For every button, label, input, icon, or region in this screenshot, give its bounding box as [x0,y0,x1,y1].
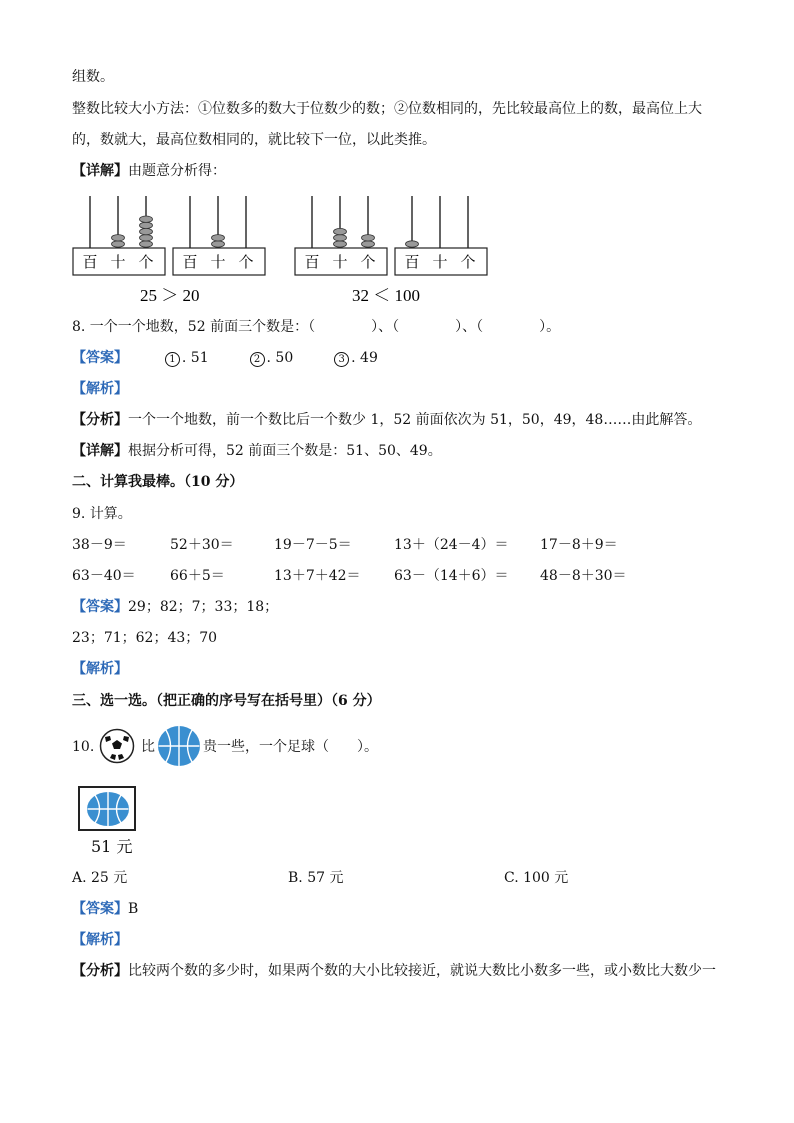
q10-rest: 贵一些，一个足球（ ）。 [203,739,378,755]
calc-r2-c1: 63－40＝ [72,568,136,584]
option-a: A. 25 元 [72,870,128,886]
abacus-bead [362,241,375,247]
q8-answer-3: . 49 [351,350,378,366]
q9-answer-1 [72,598,278,616]
q10-answer-value: B [128,901,139,917]
option-b: B. 57 元 [288,870,344,886]
calc-r2-c3: 13＋7＋42＝ [274,568,361,584]
section-3-heading: 三、选一选。（把正确的序号写在括号里）（6 分） [72,693,381,709]
circled-2: 2 [250,352,265,367]
q8-analysis-tag: 【解析】 [72,381,128,397]
abacus-100 [395,196,487,275]
abacus-20 [173,196,265,275]
calc-r1-c2: 52＋30＝ [170,537,234,553]
q10-bi: 比 [141,739,155,755]
calc-r1-c3: 19－7－5＝ [274,537,352,553]
abacus-bead [140,228,153,234]
answer-tag: 【答案】 [72,350,128,366]
q8-answer-2: . 50 [266,350,294,366]
circled-3: 3 [334,352,349,367]
abacus-bead [140,241,153,247]
calc-r2-c2: 66＋5＝ [170,568,225,584]
calc-r1-c5: 17－8＋9＝ [540,537,618,553]
abacus-place-label: 十 [110,253,126,271]
abacus-place-label: 百 [182,253,198,271]
section-2-heading: 二、计算我最棒。（10 分） [72,474,244,490]
fenxi-text: 一个一个地数，前一个数比后一个数少 1，52 前面依次为 51，50，49，48……由此解答。 [128,412,702,428]
abacus-place-label: 百 [404,253,420,271]
q8-answer-1: . 51 [181,350,209,366]
abacus-place-label: 百 [304,253,320,271]
basketball-price-box [78,786,136,831]
answer-tag: 【答案】 [72,901,128,917]
abacus-place-label: 十 [210,253,226,271]
abacus-bead [112,235,125,241]
detail-text: 由题意分析得： [128,163,226,179]
fenxi-tag: 【分析】 [72,963,128,979]
q9-answer-2: 23；71；62；43；70 [72,630,218,646]
abacus-bead [362,235,375,241]
abacus-place-label: 个 [460,253,476,271]
xiangjie-text: 根据分析可得，52 前面三个数是：51、50、49。 [128,443,442,459]
q9-answer-line-1: 29；82；7；33；18； [128,599,279,615]
q10-number: 10. [72,739,95,755]
abacus-32 [295,196,387,275]
q10-fenxi-text: 比较两个数的多少时，如果两个数的大小比较接近，就说大数比小数多一些，或小数比大数少一 [128,963,716,979]
q9-analysis-tag: 【解析】 [72,661,128,677]
abacus-place-label: 十 [432,253,448,271]
calc-r2-c5: 48－8＋30＝ [540,568,627,584]
calc-r2-c4: 63－（14＋6）＝ [394,568,509,584]
abacus-bead [334,241,347,247]
detail-tag: 【详解】 [72,163,128,179]
calc-r1-c4: 13＋（24－4）＝ [394,537,509,553]
detail-line-1 [72,162,226,180]
circled-1: 1 [165,352,180,367]
abacus-place-label: 百 [82,253,98,271]
basketball-icon [86,791,130,827]
abacus-bead [140,222,153,228]
q8-xiangjie [72,442,442,460]
abacus-bead [140,235,153,241]
abacus-bead [406,241,419,247]
answer-tag: 【答案】 [72,599,128,615]
abacus-bead [212,241,225,247]
q10-analysis-tag: 【解析】 [72,932,128,948]
q8-answer [72,349,378,367]
compare-32-100: 32 ＜ 100 [352,286,420,305]
abacus-place-label: 个 [238,253,254,271]
text-line-3: 的，数就大，最高位数相同的，就比较下一位，以此类推。 [72,132,436,148]
text-line-2: 整数比较大小方法：①位数多的数大于位数少的数；②位数相同的，先比较最高位上的数，最高位上大 [72,101,702,117]
abacus-bead [212,235,225,241]
fenxi-tag: 【分析】 [72,412,128,428]
option-c: C. 100 元 [504,870,569,886]
text-line-1: 组数。 [72,69,114,85]
q8-question: 8. 一个一个地数，52 前面三个数是：（ ）、（ ）、（ ）。 [72,319,561,335]
price-label: 51 元 [91,837,133,856]
compare-25-20: 25 ＞ 20 [140,286,200,305]
abacus-place-label: 个 [360,253,376,271]
abacus-place-label: 个 [138,253,154,271]
abacus-bead [334,228,347,234]
q9-question: 9. 计算。 [72,506,132,522]
soccer-ball-icon [99,728,135,764]
q8-fenxi [72,411,701,429]
basketball-icon [157,725,201,767]
q10-fenxi [72,962,716,980]
abacus-25 [73,196,165,275]
q10-answer [72,900,138,918]
abacus-bead [140,216,153,222]
calc-r1-c1: 38－9＝ [72,537,127,553]
abacus-bead [112,241,125,247]
abacus-bead [334,235,347,241]
xiangjie-tag: 【详解】 [72,443,128,459]
abacus-place-label: 十 [332,253,348,271]
abacus-figure [72,192,492,310]
